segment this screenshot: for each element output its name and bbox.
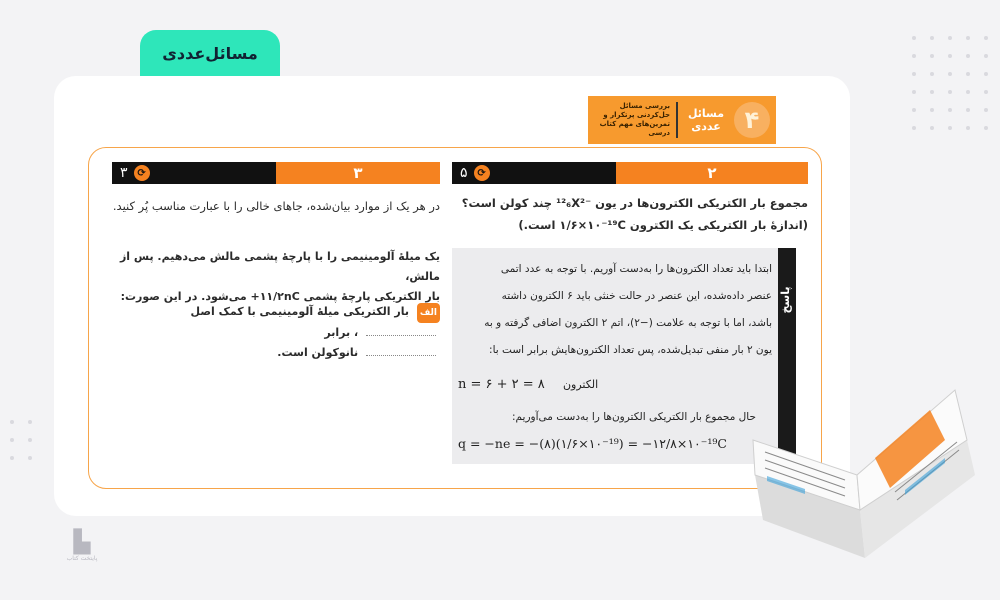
logo-icon: ▙: [73, 530, 91, 555]
question-2-text: [452, 192, 808, 236]
fill-blank: [366, 355, 436, 356]
section-banner: [588, 96, 776, 144]
question-3-number: ۳: [276, 162, 440, 184]
brand-logo: [60, 530, 104, 562]
open-book-illustration: [745, 380, 980, 565]
answer-equation-2: q = −ne = −(۸)(۱/۶×۱۰⁻¹⁹) = −۱۲/۸×۱۰⁻¹⁹C: [458, 436, 727, 451]
section-tag-label: مسائل‌عددی: [162, 43, 258, 63]
question-2-number: ۲: [616, 162, 808, 184]
question-3-difficulty: ۳ ⟳: [112, 162, 276, 184]
banner-subtitle: بررسی مسائل حل‌کردنی پرتکرار و تمرین‌های مهم کتاب درسی: [599, 102, 670, 137]
decorative-dots-left: [10, 420, 32, 460]
refresh-icon: ⟳: [474, 165, 490, 181]
answer-line3: باشد، اما با توجه به علامت (−۲)، اتم ۲ الکترون اضافی گرفته و به: [484, 317, 772, 329]
answer-line2: عنصر داده‌شده، این عنصر در حالت خنثی باید ۶ الکترون داشته: [501, 290, 772, 302]
brand-name: پایتخت کتاب: [66, 555, 98, 562]
section-tag: [140, 30, 280, 76]
question-2-header: [452, 162, 808, 184]
answer-line5: حال مجموع بار الکتریکی الکترون‌ها را به‌دست می‌آوریم:: [512, 411, 756, 423]
answer-equation-1: n = ۶ + ۲ = ۸ الکترون: [458, 377, 599, 392]
decorative-dots: [912, 36, 988, 130]
item-bullet: الف: [417, 303, 440, 323]
question-3-item: الف بار الکتریکی میلهٔ آلومینیمی با کمک اصل ، برابر نانوکولن است.: [112, 302, 440, 363]
question-2-line2: (اندازهٔ بار الکتریکی یک الکترون ‎۱/۶×۱۰⁻¹⁹C‎ است.): [518, 218, 808, 232]
banner-divider: [676, 102, 678, 138]
fill-blank: [366, 335, 436, 336]
question-2-difficulty: ۵ ⟳: [452, 162, 616, 184]
equation-unit: الکترون: [562, 378, 599, 391]
refresh-icon: ⟳: [134, 165, 150, 181]
banner-title: مسائل عددی: [687, 107, 725, 133]
answer-label: پاسخ: [779, 286, 792, 314]
question-3-case: یک میلهٔ آلومینیمی را با پارچهٔ پشمی مالش می‌دهیم. پس از مالش، بار الکتریکی پارچهٔ پشمی ‎+۱۱/۲nC‎ می‌شود. در این صورت:: [119, 250, 440, 303]
answer-line1: ابتدا باید تعداد الکترون‌ها را به‌دست آوریم. با توجه به عدد اتمی: [500, 263, 772, 275]
question-3-header: [112, 162, 440, 184]
banner-number: ۴: [734, 102, 770, 138]
question-2-line1: مجموع بار الکتریکی الکترون‌ها در یون ‎¹²₆X²⁻‎ چند کولن است؟: [461, 196, 808, 210]
answer-line4: یون ۲ بار منفی تبدیل‌شده، پس تعداد الکترون‌هایش برابر است با:: [489, 344, 772, 356]
answer-text: [456, 256, 772, 364]
question-3-intro: در هر یک از موارد بیان‌شده، جاهای خالی را با عبارت مناسب پُر کنید.: [112, 199, 440, 213]
